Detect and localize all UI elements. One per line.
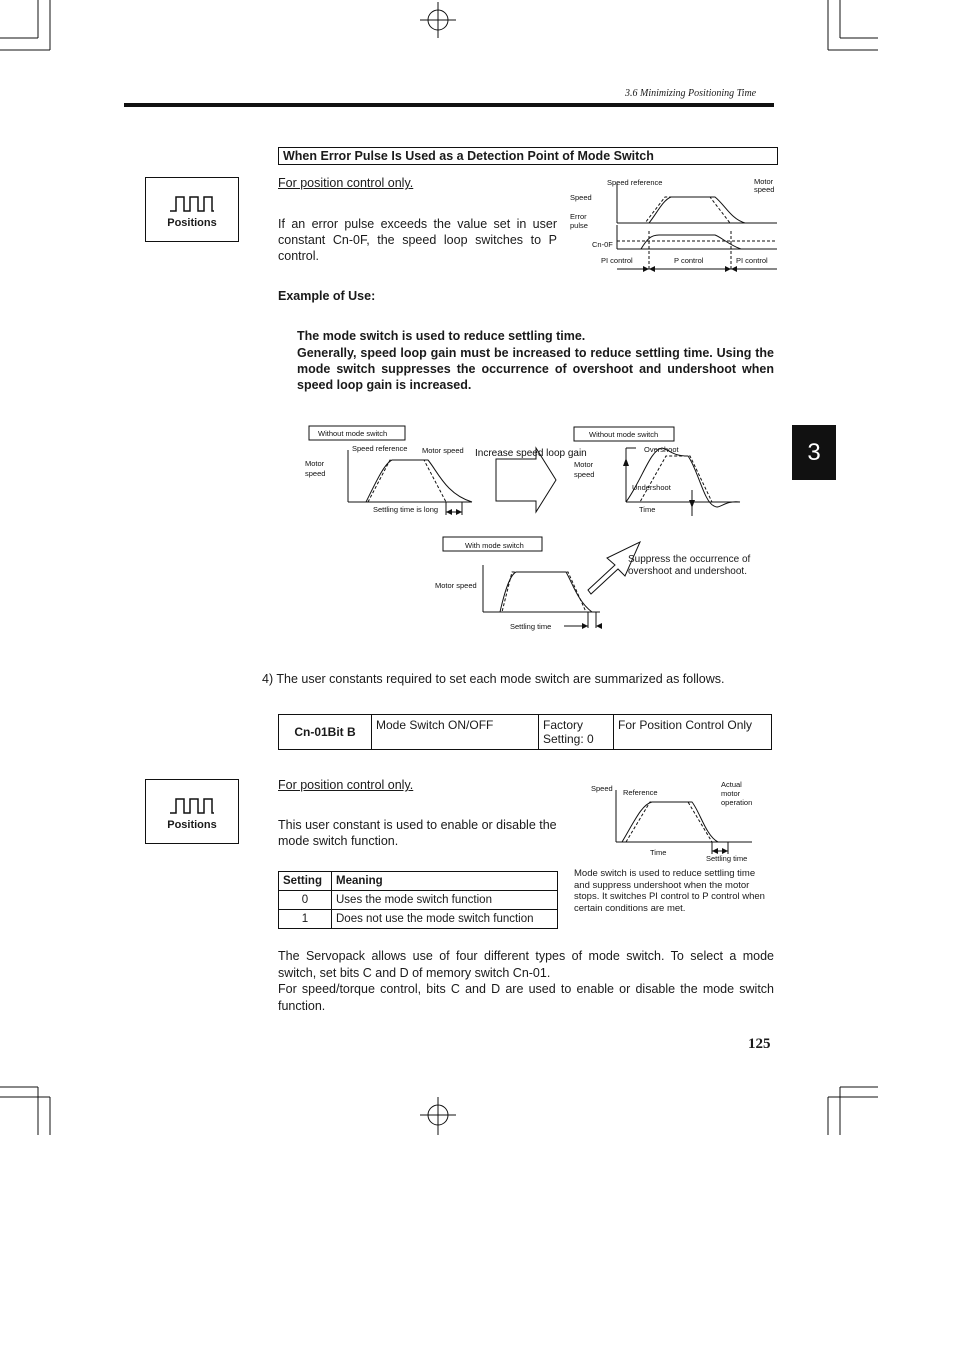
position-only-note: For position control only.: [278, 176, 414, 190]
diag-error: Error: [570, 212, 587, 221]
diag-cn0f: Cn-0F: [592, 240, 613, 249]
speed-loop-gain-diagram: [300, 420, 760, 640]
left-axis-1: Motor: [305, 459, 325, 468]
left-panel-title: Without mode switch: [318, 429, 388, 438]
d2-actual-1: Actual: [721, 780, 742, 789]
settling-time-diagram: [588, 778, 763, 866]
constant-factory: Factory Setting: 0: [539, 715, 614, 750]
constant-name: Mode Switch ON/OFF: [372, 715, 539, 750]
right-time: Time: [639, 505, 656, 514]
diag-pi-right: PI control: [736, 256, 768, 265]
right-panel-title: Without mode switch: [589, 430, 659, 439]
pulse-train-icon: [170, 195, 214, 213]
section-title: When Error Pulse Is Used as a Detection Point of Mode Switch: [278, 147, 778, 165]
settings-row-1-setting: 1: [279, 910, 332, 929]
settings-row-0-setting: 0: [279, 891, 332, 910]
example-heading: Example of Use:: [278, 289, 376, 303]
position-only-note-2: For position control only.: [278, 778, 414, 792]
diag-p-control: P control: [674, 256, 704, 265]
diag-pi-left: PI control: [601, 256, 633, 265]
user-constant-table: [278, 714, 772, 750]
diag-motor-speed-2: speed: [754, 185, 775, 194]
positions-label-2: Positions: [167, 819, 217, 831]
left-speed-ref: Speed reference: [352, 444, 408, 453]
page-number: 125: [748, 1036, 771, 1052]
header-rule: [124, 103, 774, 107]
positions-label: Positions: [167, 217, 217, 229]
bottom-axis: Motor speed: [435, 581, 477, 590]
d2-actual-2: motor: [721, 789, 741, 798]
diag-speed: Speed: [570, 193, 592, 202]
chapter-tab: 3: [792, 425, 836, 480]
positions-icon-box: [145, 177, 239, 242]
bottom-settling: Settling time: [510, 622, 552, 631]
d2-speed: Speed: [591, 784, 613, 793]
closing-paragraph-2: For speed/torque control, bits C and D are used to enable or disable the mode switch function.: [278, 982, 774, 1013]
running-header: 3.6 Minimizing Positioning Time: [625, 88, 757, 99]
example-line-2: Generally, speed loop gain must be increased to reduce settling time. Using the mode switch suppresses the occurrence of overshoot and undershoot when speed loop gain is increased.: [297, 346, 774, 392]
diag-motor-speed-1: Motor: [754, 177, 774, 186]
settings-table: [278, 871, 558, 929]
section1-body: If an error pulse exceeds the value set in user constant Cn-0F, the speed loop switches to P control.: [278, 217, 557, 263]
item-4-text: 4) The user constants required to set each mode switch are summarized as follows.: [262, 672, 725, 686]
settings-row-1-meaning: Does not use the mode switch function: [332, 910, 558, 929]
right-overshoot: Overshoot: [644, 445, 679, 454]
diagram-caption: Mode switch is used to reduce settling time and suppress undershoot when the motor stops. It switches PI control to P control when certain conditions are met.: [574, 868, 765, 914]
right-undershoot: Undershoot: [632, 483, 671, 492]
constant-code: Cn-01Bit B: [279, 715, 372, 750]
right-axis-1: Motor: [574, 460, 594, 469]
example-line-1: The mode switch is used to reduce settling time.: [297, 329, 586, 343]
increase-gain-label: Increase speed loop gain: [475, 448, 587, 459]
d2-time: Time: [650, 848, 667, 857]
suppress-text: Suppress the occurrence of overshoot and undershoot.: [628, 554, 751, 577]
settings-header-setting: Setting: [279, 872, 332, 891]
diag-speed-reference: Speed reference: [607, 178, 663, 187]
bottom-panel-title: With mode switch: [465, 541, 524, 550]
pulse-train-icon: [170, 797, 214, 815]
d2-settling: Settling time: [706, 854, 748, 863]
closing-paragraph-1: The Servopack allows use of four different types of mode switch. To select a mode switch, set bits C and D of memory switch Cn-01.: [278, 949, 774, 980]
left-settling: Settling time is long: [373, 505, 439, 514]
settings-header-meaning: Meaning: [332, 872, 558, 891]
left-motor-speed: Motor speed: [422, 446, 464, 455]
d2-actual-3: operation: [721, 798, 753, 807]
settings-row-0-meaning: Uses the mode switch function: [332, 891, 558, 910]
section2-body: This user constant is used to enable or disable the mode switch function.: [278, 818, 557, 848]
constant-scope: For Position Control Only: [614, 715, 772, 750]
d2-reference: Reference: [623, 788, 658, 797]
positions-icon-box-2: [145, 779, 239, 844]
mode-switch-timing-diagram: [565, 175, 780, 275]
right-axis-2: speed: [574, 470, 595, 479]
diag-pulse: pulse: [570, 221, 588, 230]
left-axis-2: speed: [305, 469, 326, 478]
